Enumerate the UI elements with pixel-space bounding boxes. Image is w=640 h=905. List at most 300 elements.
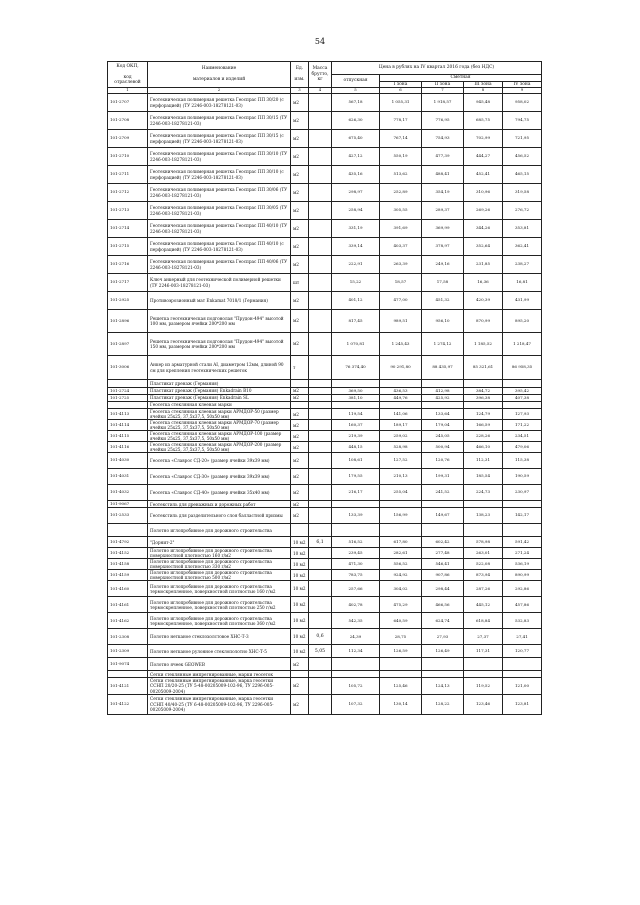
price-opt: 331,19: [332, 220, 380, 238]
item-code: [108, 380, 148, 388]
price-zone-4: 123,81: [503, 694, 542, 714]
item-unit: м2: [291, 256, 309, 274]
item-mass: [309, 166, 332, 184]
item-name: Геотехническая полимерная решетка Геоспрас ПП 30/06 (ТУ 2246-003-18278121-03): [148, 184, 291, 202]
price-zone-3: 1 185,52: [464, 333, 503, 356]
item-unit: м2: [291, 94, 309, 112]
price-opt: 402,78: [332, 597, 380, 613]
price-zone-4: 465,15: [503, 166, 542, 184]
price-zone-1: 617,80: [380, 537, 422, 548]
column-number: 7: [422, 88, 464, 94]
item-code: 101-4161: [108, 597, 148, 613]
page-number: 54: [314, 37, 326, 46]
price-zone-1: 475,29: [380, 597, 422, 613]
price-zone-4: 120,77: [503, 645, 542, 658]
price-zone-1: 259,02: [380, 431, 422, 442]
item-code: 101-2897: [108, 333, 148, 356]
column-number: 6: [380, 88, 422, 94]
item-unit: м2: [291, 333, 309, 356]
item-mass: [309, 274, 332, 292]
price-zone-4: 127,93: [503, 409, 542, 420]
price-zone-2: 179,04: [422, 420, 464, 431]
item-mass: [309, 238, 332, 256]
price-zone-3: 123,46: [464, 694, 503, 714]
item-unit: м2: [291, 238, 309, 256]
price-zone-4: 292,86: [503, 581, 542, 597]
item-code: 101-4792: [108, 537, 148, 548]
price-zone-4: 276,72: [503, 202, 542, 220]
column-number: 1: [108, 88, 148, 94]
price-opt: 108,61: [332, 453, 380, 469]
table-row: [108, 570, 542, 581]
price-opt: 626,30: [332, 112, 380, 130]
price-opt: [332, 671, 380, 678]
item-mass: [309, 148, 332, 166]
price-zone-3: 124,79: [464, 409, 503, 420]
price-zone-2: [422, 501, 464, 508]
item-name: Полотно иглопробивное для дорожного строительства поверхностной плотностью 160 г/м2: [148, 548, 291, 559]
item-name: Геотехническая полимерная решетка Геоспрас ПП 30/10 (ТУ 2246-003-18278121-03): [148, 148, 291, 166]
price-zone-1: 449,76: [380, 395, 422, 402]
price-zone-4: 353,81: [503, 220, 542, 238]
price-zone-2: [422, 671, 464, 678]
price-zone-3: 27,37: [464, 629, 503, 645]
price-zone-3: 452,41: [464, 166, 503, 184]
item-unit: м2: [291, 420, 309, 431]
price-zone-2: 602,42: [422, 537, 464, 548]
price-zone-2: 776,95: [422, 112, 464, 130]
item-unit: 10 м2: [291, 570, 309, 581]
price-zone-4: 721,95: [503, 130, 542, 148]
item-unit: м2: [291, 388, 309, 395]
price-opt: 119,54: [332, 409, 380, 420]
price-zone-3: 945,48: [464, 94, 503, 112]
item-name: Геотехническая полимерная решетка Геоспрас ПП 30/15 (с перфорацией) (ТУ 2246-003-18278121-03): [148, 130, 291, 148]
price-zone-2: 369,99: [422, 220, 464, 238]
item-unit: 10 м2: [291, 537, 309, 548]
item-unit: м2: [291, 130, 309, 148]
price-zone-3: 112,31: [464, 453, 503, 469]
price-zone-1: [380, 671, 422, 678]
item-mass: [309, 671, 332, 678]
item-code: 101-4122: [108, 694, 148, 714]
price-zone-4: 86 958,35: [503, 356, 542, 380]
price-opt: 112,34: [332, 645, 380, 658]
price-zone-2: 133,64: [422, 409, 464, 420]
price-zone-3: 16,36: [464, 274, 503, 292]
item-name: Пластикат дренаж (Германия) Enkadrain SL: [148, 395, 291, 402]
item-name: Пластикат дренаж (Германия): [148, 380, 291, 388]
price-zone-3: 578,98: [464, 537, 503, 548]
item-code: 101-2712: [108, 184, 148, 202]
item-code: 101-3006: [108, 356, 148, 380]
price-zone-1: 1 245,43: [380, 333, 422, 356]
item-unit: м2: [291, 658, 309, 671]
price-zone-2: 126,49: [422, 645, 464, 658]
item-unit: 10 м2: [291, 645, 309, 658]
price-zone-1: [380, 501, 422, 508]
price-zone-2: 88 435,97: [422, 356, 464, 380]
item-unit: м2: [291, 453, 309, 469]
price-zone-1: 477,00: [380, 292, 422, 310]
item-unit: м2: [291, 678, 309, 694]
price-zone-1: 127,52: [380, 453, 422, 469]
price-zone-1: 305,55: [380, 202, 422, 220]
item-name: Геосетка «Славрос СД-40» (размер ячейки 35х40 мм): [148, 485, 291, 501]
price-zone-3: 444,27: [464, 148, 503, 166]
price-opt: 219,39: [332, 431, 380, 442]
item-mass: [309, 431, 332, 442]
item-code: 101-2896: [108, 310, 148, 333]
price-zone-3: [464, 671, 503, 678]
table-row: [108, 112, 542, 130]
price-zone-2: 354,19: [422, 184, 464, 202]
price-zone-4: 457,86: [503, 597, 542, 613]
price-opt: 179,55: [332, 469, 380, 485]
price-zone-2: 298,44: [422, 581, 464, 597]
item-unit: 10 м2: [291, 613, 309, 629]
price-zone-3: 138,23: [464, 508, 503, 524]
table-row: [108, 356, 542, 380]
price-zone-3: [464, 402, 503, 409]
item-code: 101-2707: [108, 94, 148, 112]
table-row: [108, 148, 542, 166]
item-name: Геосетка стеклянная клееная марки АРМДОР-100 (размер ячейки 25х25, 37,5х37,5, 50х50 мм): [148, 431, 291, 442]
price-zone-3: [464, 501, 503, 508]
price-zone-3: 445,12: [464, 597, 503, 613]
price-zone-2: [422, 524, 464, 537]
price-zone-3: 873,94: [464, 570, 503, 581]
price-zone-1: 436,53: [380, 388, 422, 395]
item-name: Геотехническая полимерная решетка Геоспрас ПП 40/10 (ТУ 2246-003-18278121-03): [148, 220, 291, 238]
price-opt: 216,17: [332, 485, 380, 501]
price-zone-1: 255,04: [380, 485, 422, 501]
price-zone-4: 362,41: [503, 238, 542, 256]
item-name: Геосетка стеклянная клееная марки: [148, 402, 291, 409]
price-opt: 1 070,81: [332, 333, 380, 356]
price-zone-4: 532,83: [503, 613, 542, 629]
table-row: [108, 485, 542, 501]
item-name: Геосетка стеклянная клееная марки АРМДОР-50 (размер ячейки 25х25, 37,5х37,5, 50х50 мм): [148, 409, 291, 420]
price-zone-4: 115,38: [503, 453, 542, 469]
table-row: [108, 202, 542, 220]
price-zone-1: 550,19: [380, 148, 422, 166]
price-opt: 471,30: [332, 559, 380, 570]
item-code: 101-9067: [108, 501, 148, 508]
item-unit: 10 м2: [291, 629, 309, 645]
price-zone-3: 344,26: [464, 220, 503, 238]
item-name: Ключ анкерный для геотехнической полимерной решетки (ТУ 2246-003-18278121-03): [148, 274, 291, 292]
table-row: [108, 94, 542, 112]
item-name: Решетка геотехническая подгонолая "Прудон-494" высотой 150 мм, размером ячейки 200*200 мм: [148, 333, 291, 356]
table-row: [108, 453, 542, 469]
price-zone-1: 189,17: [380, 420, 422, 431]
table-row: [108, 184, 542, 202]
table-row: [108, 292, 542, 310]
price-opt: 222,91: [332, 256, 380, 274]
item-mass: [309, 292, 332, 310]
item-mass: [309, 220, 332, 238]
table-body: [108, 94, 542, 715]
price-zone-2: 241,52: [422, 485, 464, 501]
item-code: 101-4115: [108, 431, 148, 442]
item-unit: м2: [291, 694, 309, 714]
table-row: [108, 537, 542, 548]
table-row: [108, 678, 542, 694]
price-zone-1: 513,62: [380, 166, 422, 184]
price-zone-4: 190,59: [503, 469, 542, 485]
item-code: 101-4116: [108, 442, 148, 453]
price-zone-1: 1 055,31: [380, 94, 422, 112]
item-mass: [309, 442, 332, 453]
item-unit: 10 м2: [291, 559, 309, 570]
item-code: 101-4158: [108, 559, 148, 570]
price-zone-1: 767,14: [380, 130, 422, 148]
item-unit: м2: [291, 202, 309, 220]
item-unit: шт: [291, 274, 309, 292]
price-zone-3: 352,64: [464, 238, 503, 256]
item-name: "Дорнит-2": [148, 537, 291, 548]
item-name: Геотехническая полимерная решетка Геоспрас ПП 40/06 (ТУ 2246-003-18278121-03): [148, 256, 291, 274]
price-zone-3: 396,38: [464, 395, 503, 402]
price-zone-4: 958,02: [503, 94, 542, 112]
item-code: 101-4113: [108, 409, 148, 420]
item-mass: [309, 409, 332, 420]
price-opt: 516,52: [332, 537, 380, 548]
price-opt: 239,45: [332, 548, 380, 559]
price-zone-1: 252,89: [380, 184, 422, 202]
table-row: [108, 645, 542, 658]
item-mass: [309, 395, 332, 402]
price-zone-4: 234,51: [503, 431, 542, 442]
table-row: [108, 597, 542, 613]
smeta-header: Сметная: [380, 75, 542, 82]
price-zone-1: 90 291,80: [380, 356, 422, 380]
price-zone-3: 263,01: [464, 548, 503, 559]
price-zone-1: 263,39: [380, 256, 422, 274]
price-zone-1: [380, 524, 422, 537]
name-header: Наименование материалов и изделий: [148, 62, 291, 88]
item-code: 101-2725: [108, 395, 148, 402]
price-zone-4: 171,22: [503, 420, 542, 431]
item-code: 101-2925: [108, 292, 148, 310]
item-unit: м2: [291, 148, 309, 166]
price-zone-2: 412,98: [422, 388, 464, 395]
price-zone-4: 121,00: [503, 678, 542, 694]
price-zone-2: 124,13: [422, 678, 464, 694]
table-row: [108, 409, 542, 420]
table-row: [108, 469, 542, 485]
item-mass: [309, 508, 332, 524]
price-zone-3: 384,72: [464, 388, 503, 395]
price-zone-3: 269,26: [464, 202, 503, 220]
price-opt: 542,35: [332, 613, 380, 629]
item-unit: м2: [291, 166, 309, 184]
item-name: Противоэрозионный мат Enkamat 7018/1 (Германия): [148, 292, 291, 310]
item-unit: 10 м2: [291, 548, 309, 559]
price-zone-1: 126,59: [380, 645, 422, 658]
mass-header: Масса брутто, кг: [309, 62, 332, 88]
item-unit: [291, 671, 309, 678]
item-unit: м2: [291, 184, 309, 202]
price-zone-1: 924,92: [380, 570, 422, 581]
table-row: [108, 613, 542, 629]
price-zone-2: [422, 380, 464, 388]
item-name: Геотекстиль для разделительного слоя балластной призмы: [148, 508, 291, 524]
price-zone-1: 304,02: [380, 581, 422, 597]
zone-header: II зона: [422, 81, 464, 88]
item-mass: [309, 581, 332, 597]
item-unit: м2: [291, 220, 309, 238]
price-zone-1: 210,13: [380, 469, 422, 485]
price-zone-3: 420,39: [464, 292, 503, 310]
price-zone-2: 249,16: [422, 256, 464, 274]
price-zone-2: 425,92: [422, 395, 464, 402]
price-zone-2: 488,41: [422, 166, 464, 184]
price-opt: [332, 501, 380, 508]
price-opt: 435,16: [332, 166, 380, 184]
price-zone-3: 85 321,61: [464, 356, 503, 380]
item-mass: [309, 694, 332, 714]
item-name: Полотно иглопробивное для дорожного строительства поверхностной плотностью 330 г/м2: [148, 559, 291, 570]
item-unit: т: [291, 356, 309, 380]
price-zone-3: 618,84: [464, 613, 503, 629]
price-zone-2: 546,41: [422, 559, 464, 570]
table-row: [108, 166, 542, 184]
price-zone-3: 185,54: [464, 469, 503, 485]
price-zone-4: 794,75: [503, 112, 542, 130]
item-mass: [309, 548, 332, 559]
price-zone-1: [380, 380, 422, 388]
price-opt: 783,75: [332, 570, 380, 581]
price-opt: 567,18: [332, 94, 380, 112]
item-mass: [309, 388, 332, 395]
price-zone-2: 466,56: [422, 597, 464, 613]
price-opt: 369,50: [332, 388, 380, 395]
price-zone-2: 27,93: [422, 629, 464, 645]
item-mass: [309, 524, 332, 537]
item-code: 101-2711: [108, 166, 148, 184]
price-opt: 817,45: [332, 310, 380, 333]
price-opt: 298,97: [332, 184, 380, 202]
price-opt: 427,12: [332, 148, 380, 166]
column-number: 8: [464, 88, 503, 94]
price-zone-2: 451,32: [422, 292, 464, 310]
price-zone-1: 640,59: [380, 613, 422, 629]
item-code: 101-4159: [108, 570, 148, 581]
item-name: Полотно иглопробивное для дорожного строительства поверхностной плотностью 500 г/м2: [148, 570, 291, 581]
price-zone-4: [503, 380, 542, 388]
item-mass: [309, 597, 332, 613]
item-mass: [309, 485, 332, 501]
price-zone-2: 289,37: [422, 202, 464, 220]
table-row: [108, 508, 542, 524]
price-zone-1: 282,61: [380, 548, 422, 559]
price-zone-1: [380, 658, 422, 671]
price-zone-2: 754,93: [422, 130, 464, 148]
item-code: 101-2309: [108, 645, 148, 658]
item-code: [108, 402, 148, 409]
item-mass: 6,1: [309, 537, 332, 548]
item-unit: 10 м2: [291, 581, 309, 597]
price-zone-2: [422, 658, 464, 671]
item-code: 101-2717: [108, 274, 148, 292]
item-name: Геотекстиль для дренажных и дорожных работ: [148, 501, 291, 508]
price-opt: [332, 402, 380, 409]
table-row: [108, 629, 542, 645]
price-zone-1: 403,37: [380, 238, 422, 256]
price-zone-3: 685,75: [464, 112, 503, 130]
table-row: [108, 559, 542, 570]
item-mass: [309, 184, 332, 202]
item-unit: м2: [291, 310, 309, 333]
column-number: 9: [503, 88, 542, 94]
item-mass: [309, 256, 332, 274]
price-opt: [332, 658, 380, 671]
table-row: [108, 130, 542, 148]
item-code: 101-2308: [108, 629, 148, 645]
item-unit: [291, 524, 309, 537]
item-code: 101-4152: [108, 548, 148, 559]
item-unit: м2: [291, 431, 309, 442]
item-name: Геотехническая полимерная решетка Геоспрас ПП 30/05 (ТУ 2246-003-18278121-03): [148, 202, 291, 220]
item-name: Сетки стеклянные импрегнированные, марка геосетки ССНП 20/20-25 (ТУ 5-48-00205009-102-96, ТУ 2296-005-00205009-2004): [148, 678, 291, 694]
price-zone-4: [503, 402, 542, 409]
price-zone-2: [422, 402, 464, 409]
section-row: [108, 524, 542, 537]
item-mass: [309, 333, 332, 356]
price-opt: 105,72: [332, 678, 380, 694]
item-mass: [309, 469, 332, 485]
price-zone-1: 778,17: [380, 112, 422, 130]
item-name: Полотно иглопробивное для дорожного строительства термоскрепленное, поверхностной плотностью 160 г/м2: [148, 581, 291, 597]
price-zone-4: 142,17: [503, 508, 542, 524]
price-zone-2: 277,48: [422, 548, 464, 559]
price-zone-2: 956,10: [422, 310, 464, 333]
item-mass: 0,6: [309, 629, 332, 645]
price-opt: 133,39: [332, 508, 380, 524]
price-zone-4: [503, 658, 542, 671]
price-zone-3: [464, 380, 503, 388]
item-mass: [309, 202, 332, 220]
item-code: 101-2710: [108, 148, 148, 166]
item-unit: м2: [291, 501, 309, 508]
price-zone-4: 536,19: [503, 559, 542, 570]
item-mass: 5,05: [309, 645, 332, 658]
item-code: 101-2533: [108, 508, 148, 524]
column-number: 2: [148, 88, 291, 94]
price-zone-2: 907,86: [422, 570, 464, 581]
price-zone-2: 245,05: [422, 431, 464, 442]
item-name: Геосетка «Славрос СД-30» (размер ячейки 39х39 мм): [148, 469, 291, 485]
item-unit: м2: [291, 469, 309, 485]
price-zone-1: 989,51: [380, 310, 422, 333]
price-zone-2: 1 918,57: [422, 94, 464, 112]
price-zone-3: 117,31: [464, 645, 503, 658]
item-unit: м2: [291, 485, 309, 501]
price-zone-3: [464, 658, 503, 671]
price-opt: 76 374,40: [332, 356, 380, 380]
item-mass: [309, 453, 332, 469]
item-code: 101-4162: [108, 613, 148, 629]
column-number: 3: [291, 88, 309, 94]
column-number: 5: [332, 88, 380, 94]
item-name: Полотно иглопробивное для дорожного строительства термоскрепленное, поверхностной плотностью 250 г/м2: [148, 597, 291, 613]
item-code: 101-4160: [108, 581, 148, 597]
table-row: [108, 388, 542, 395]
price-zone-4: 591,42: [503, 537, 542, 548]
item-name: Полотно нетканое стеклохолстовое ХНС-Т-3: [148, 629, 291, 645]
